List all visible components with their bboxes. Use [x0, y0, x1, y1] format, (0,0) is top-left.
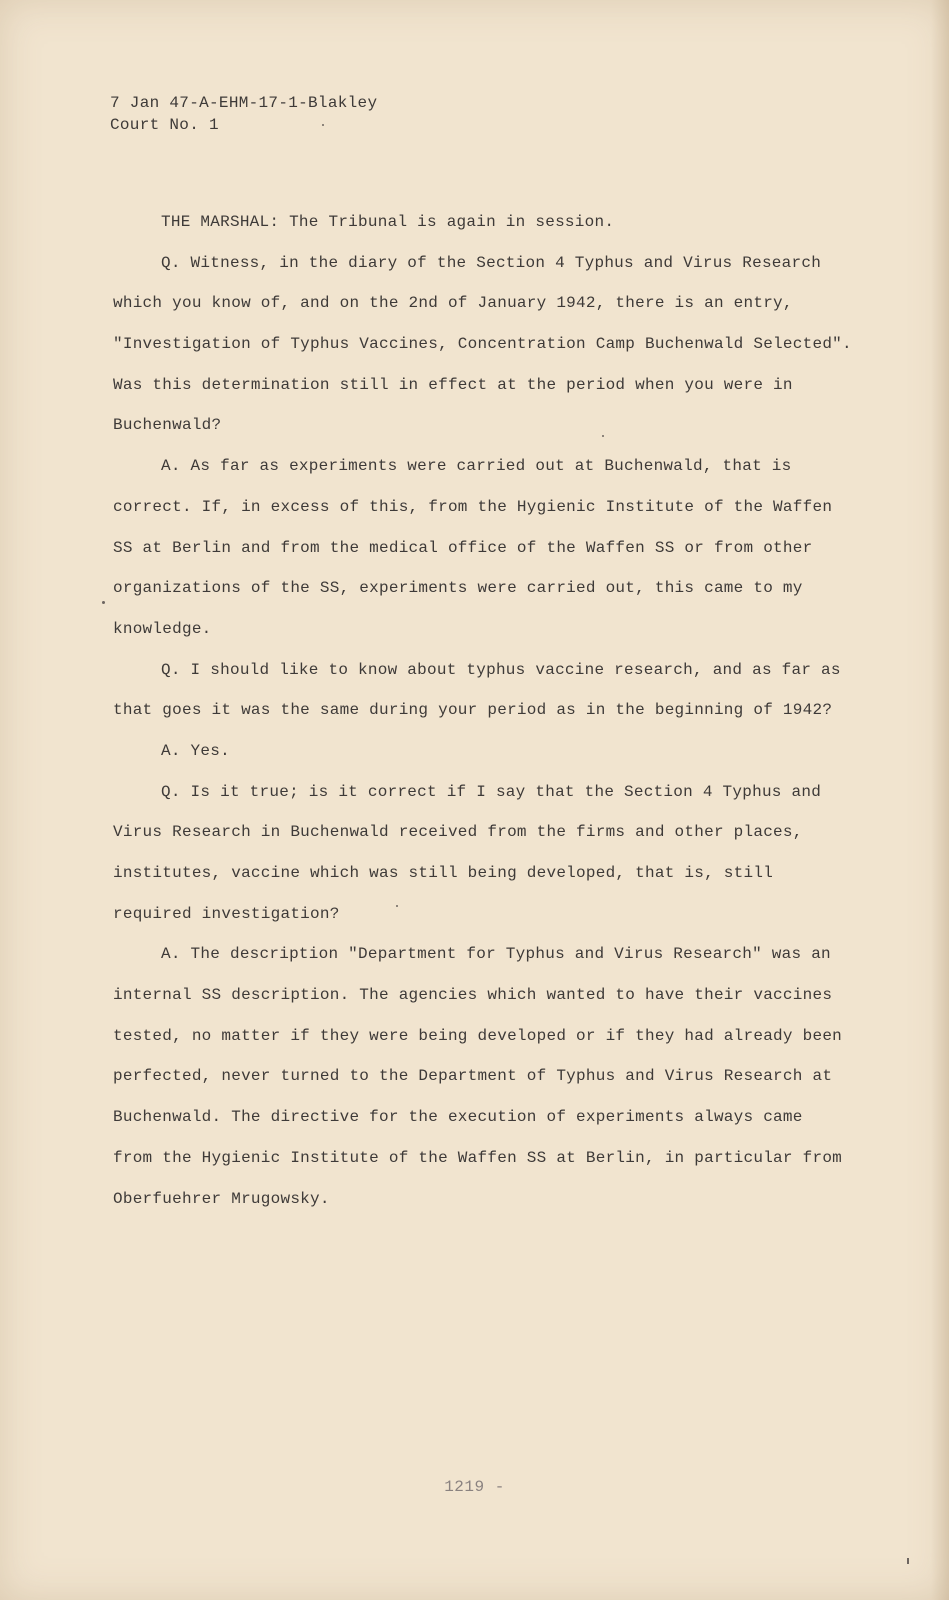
transcript-line: which you know of, and on the 2nd of January 1942, there is an entry,	[113, 294, 793, 313]
transcript-line: "Investigation of Typhus Vaccines, Concentration Camp Buchenwald Selected".	[113, 335, 852, 354]
transcript-line: organizations of the SS, experiments were carried out, this came to my	[113, 579, 803, 598]
transcript-line: Buchenwald. The directive for the execution of experiments always came	[113, 1108, 803, 1127]
transcript-line: Virus Research in Buchenwald received from the firms and other places,	[113, 823, 803, 842]
transcript-line: knowledge.	[113, 619, 212, 638]
transcript-line: A. The description "Department for Typhus and Virus Research" was an	[161, 945, 831, 964]
paper-speck	[602, 435, 604, 437]
header-reference: 7 Jan 47-A-EHM-17-1-Blakley	[110, 94, 378, 112]
transcript-line: Buchenwald?	[113, 416, 222, 435]
transcript-line: from the Hygienic Institute of the Waffen SS at Berlin, in particular from	[113, 1148, 843, 1167]
paper-speck	[102, 601, 105, 604]
transcript-line: SS at Berlin and from the medical office of the Waffen SS or from other	[113, 538, 813, 557]
header-court: Court No. 1	[110, 116, 219, 134]
transcript-line: institutes, vaccine which was still being developed, that is, still	[113, 864, 774, 882]
transcript-line: Was this determination still in effect at the period when you were in	[113, 375, 793, 394]
transcript-line: Q. Witness, in the diary of the Section 4 Typhus and Virus Research	[161, 253, 822, 272]
transcript-line: A. As far as experiments were carried out at Buchenwald, that is	[161, 457, 792, 476]
page-number: 1219 -	[444, 1478, 505, 1496]
transcript-line: internal SS description. The agencies which wanted to have their vaccines	[113, 986, 833, 1005]
transcript-line: tested, no matter if they were being developed or if they had already been	[113, 1026, 843, 1045]
transcript-line: THE MARSHAL: The Tribunal is again in session.	[161, 213, 615, 231]
transcript-line: perfected, never turned to the Department of Typhus and Virus Research at	[113, 1067, 833, 1086]
paper-speck	[396, 905, 398, 907]
transcript-line: Oberfuehrer Mrugowsky.	[113, 1189, 330, 1208]
transcript-line: Q. I should like to know about typhus vaccine research, and as far as	[161, 660, 841, 679]
page-edge-shadow	[931, 0, 949, 1600]
document-header	[110, 92, 377, 136]
paper-speck	[907, 1558, 909, 1564]
transcript-body	[113, 202, 868, 1219]
transcript-line: A. Yes.	[161, 741, 230, 760]
transcript-line: that goes it was the same during your period as in the beginning of 1942?	[113, 701, 833, 720]
paper-speck	[322, 124, 324, 126]
transcript-line: required investigation?	[113, 904, 340, 923]
transcript-line: correct. If, in excess of this, from the Hygienic Institute of the Waffen	[113, 497, 833, 516]
transcript-line: Q. Is it true; is it correct if I say that the Section 4 Typhus and	[161, 782, 822, 801]
